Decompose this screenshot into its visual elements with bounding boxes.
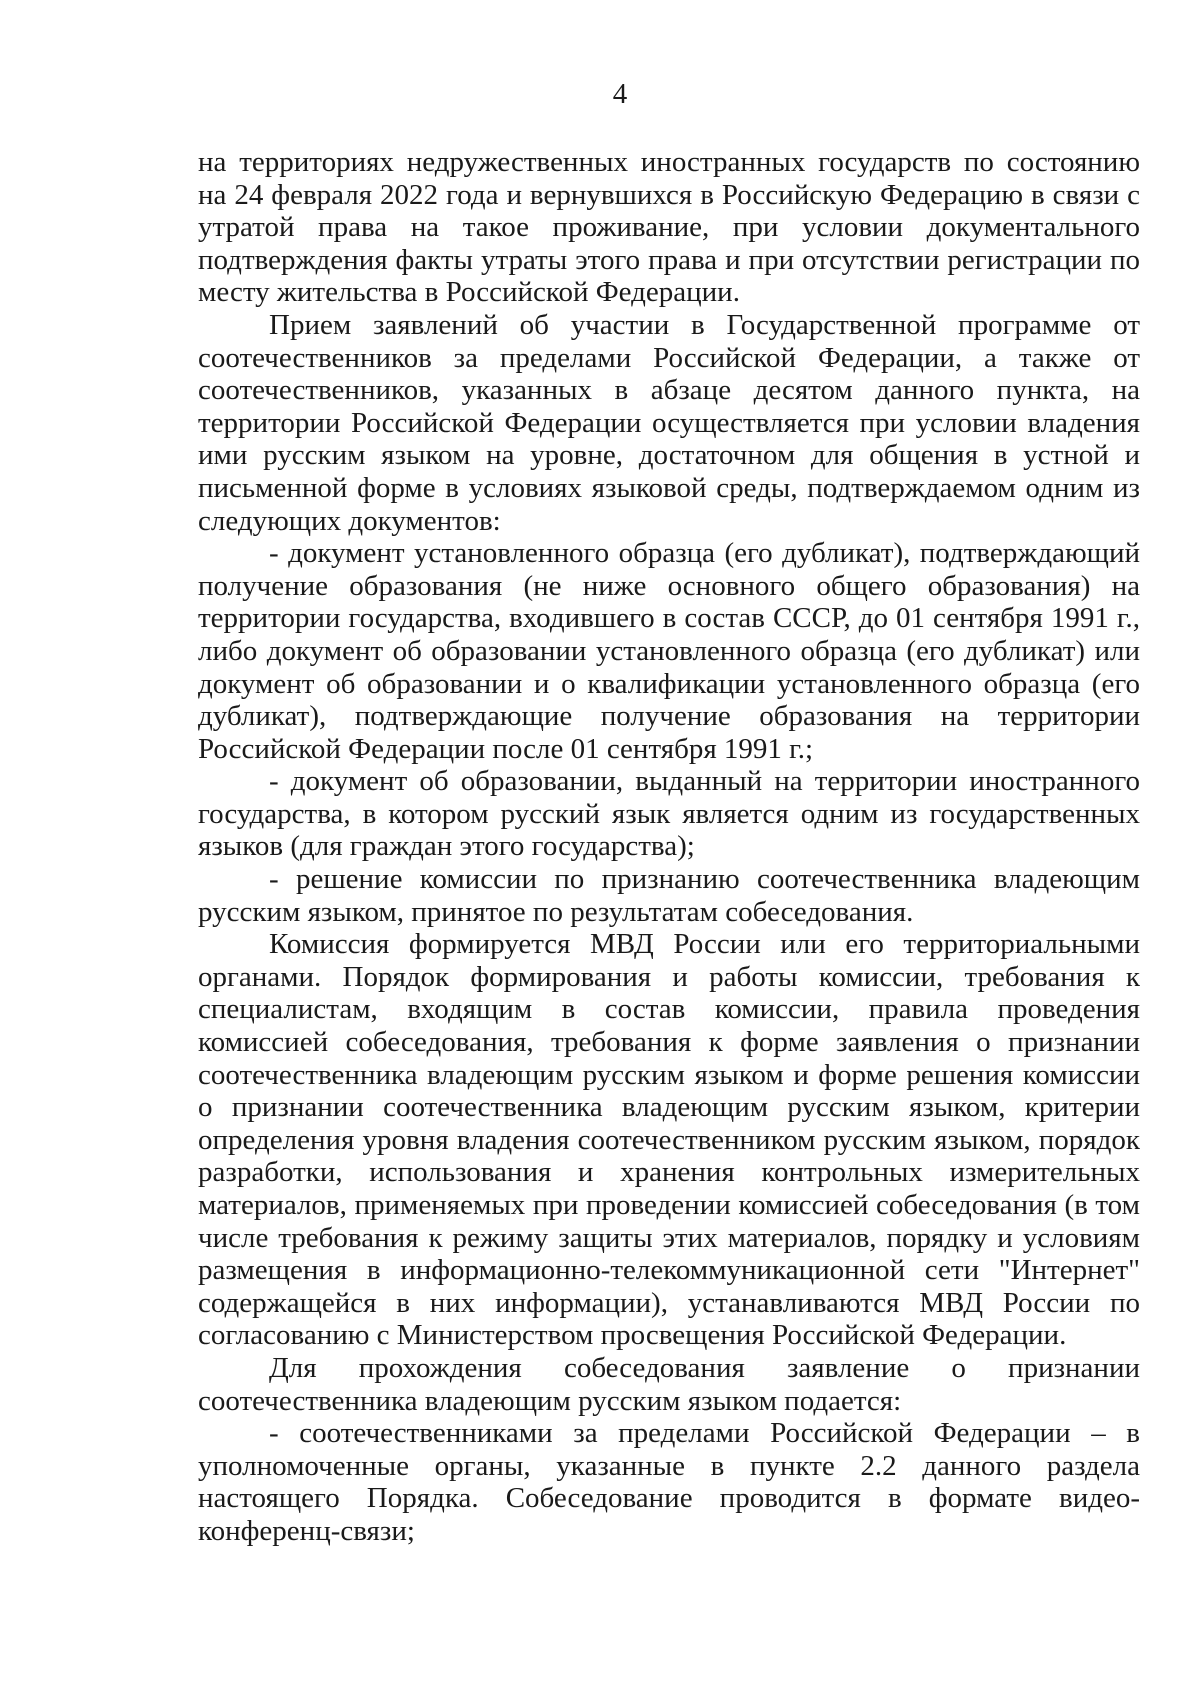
paragraph-interview-application: Для прохождения собеседования заявление о признании соотечественника владеющим русским языком подается: xyxy=(198,1351,1140,1417)
list-item-abroad-compatriots: - соотечественниками за пределами Российской Федерации – в уполномоченные органы, указанные в пункте 2.2 данного раздела настоящего Порядка. Собеседование проводится в формате видео-конференц-связи; xyxy=(198,1417,1140,1547)
paragraph-commission: Комиссия формируется МВД России или его территориальными органами. Порядок формирования и работы комиссии, требования к специалистам, входящим в состав комиссии, правила проведения комиссией собеседования, требования к форме заявления о признании соотечественника владеющим русским языком и форме решения комиссии о признании соотечественника владеющим русским языком, критерии определения уровня владения соотечественником русским языком, порядок разработки, использования и хранения контрольных измерительных материалов, применяемых при проведении комиссией собеседования (в том числе требования к режиму защиты этих материалов, порядку и условиям размещения в информационно-телекоммуникационной сети "Интернет" содержащейся в них информации), устанавливаются МВД России по согласованию с Министерством просвещения Российской Федерации. xyxy=(198,928,1140,1352)
list-item-education-document: - документ установленного образца (его дубликат), подтверждающий получение образования (не ниже основного общего образования) на территории государства, входившего в состав СССР, до 01 сентября 1991 г., либо документ об образовании установленного образца (его дубликат) или документ об образовании и о квалификации установленного образца (его дубликат), подтверждающие получение образования на территории Российской Федерации после 01 сентября 1991 г.; xyxy=(198,537,1140,765)
paragraph-application-intake: Прием заявлений об участии в Государственной программе от соотечественников за пределами Российской Федерации, а также от соотечественников, указанных в абзаце десятом данного пункта, на территории Российской Федерации осуществляется при условии владения ими русским языком на уровне, достаточном для общения в устной и письменной форме в условиях языковой среды, подтверждаемом одним из следующих документов: xyxy=(198,308,1140,537)
document-body xyxy=(198,146,1140,1548)
page-number: 4 xyxy=(612,78,628,110)
list-item-foreign-education-document: - документ об образовании, выданный на территории иностранного государства, в котором русский язык является одним из государственных языков (для граждан этого государства); xyxy=(198,765,1140,863)
list-item-commission-decision: - решение комиссии по признанию соотечественника владеющим русским языком, принятое по результатам собеседования. xyxy=(198,863,1140,928)
paragraph-continuation: на территориях недружественных иностранных государств по состоянию на 24 февраля 2022 года и вернувшихся в Российскую Федерацию в связи с утратой права на такое проживание, при условии документального подтверждения факты утраты этого права и при отсутствии регистрации по месту жительства в Российской Федерации. xyxy=(198,146,1140,309)
